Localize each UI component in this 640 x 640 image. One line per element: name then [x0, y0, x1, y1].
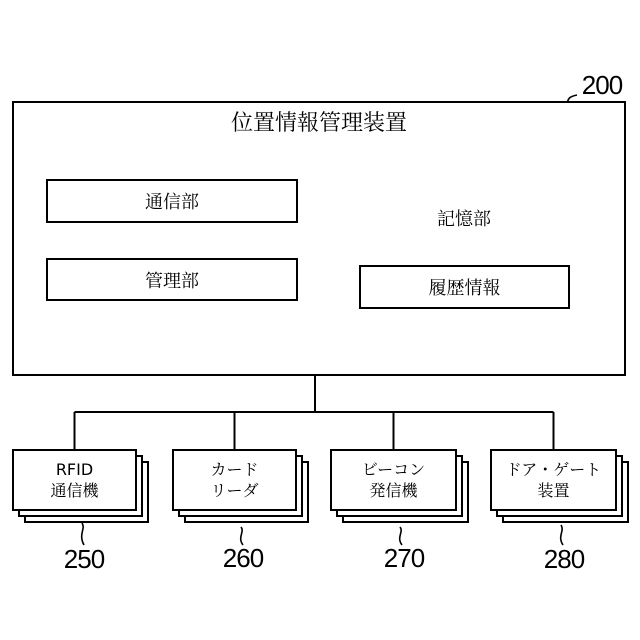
- rfid-device-box: [12, 449, 137, 511]
- ref-label-270: 270: [383, 543, 425, 573]
- card-reader-box: [172, 449, 297, 511]
- history-info-box: 履歴情報: [359, 265, 570, 309]
- ref-label-250: 250: [63, 544, 105, 574]
- rfid-device-label-line1: RFID: [55, 460, 94, 479]
- management-unit-box: 管理部: [46, 258, 298, 301]
- apparatus-title: 位置情報管理装置: [230, 110, 407, 136]
- connector-lines: [75, 376, 554, 450]
- management-apparatus-box: [12, 101, 626, 376]
- door-gate-label-line2: 装置: [537, 481, 570, 500]
- card-reader-label-line1: カード: [210, 460, 259, 479]
- door-gate-label-line1: ドア・ゲート: [505, 460, 602, 479]
- rfid-device-label-line2: 通信機: [50, 481, 99, 500]
- beacon-device-box: [330, 449, 457, 511]
- card-reader-label-line2: リーダ: [210, 481, 259, 500]
- door-gate-box: [490, 449, 617, 511]
- ref-label-200: 200: [581, 70, 623, 100]
- ref-label-260: 260: [222, 543, 264, 573]
- beacon-device-label-line1: ビーコン: [361, 460, 426, 479]
- ref-label-280: 280: [543, 544, 585, 574]
- storage-unit-label: 記憶部: [437, 209, 491, 230]
- beacon-device-label-line2: 発信機: [369, 481, 418, 500]
- communication-unit-box: 通信部: [46, 179, 298, 223]
